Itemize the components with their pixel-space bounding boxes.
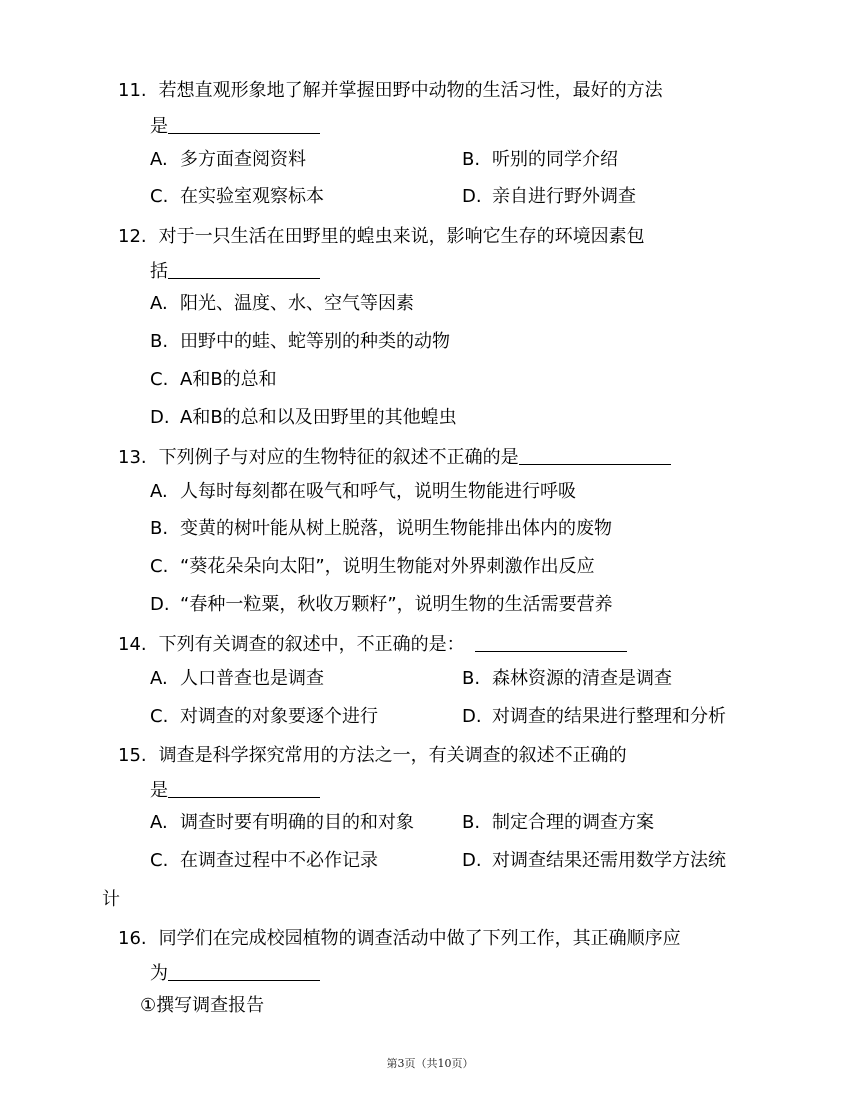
question-15-stem xyxy=(118,743,627,769)
question-text: 是 xyxy=(150,780,168,801)
option-label: D. xyxy=(462,186,482,207)
option-text: 听别的同学介绍 xyxy=(492,149,618,170)
option-label: C. xyxy=(150,706,169,727)
option-d xyxy=(462,848,726,874)
option-label: B. xyxy=(462,668,481,689)
option-b xyxy=(462,147,618,173)
question-15-stem-cont xyxy=(150,778,320,804)
option-b xyxy=(462,810,654,836)
option-label: B. xyxy=(462,149,481,170)
option-d xyxy=(462,184,636,210)
option-text: 人口普查也是调查 xyxy=(180,668,324,689)
option-label: B. xyxy=(150,518,169,539)
answer-blank xyxy=(168,962,320,981)
question-number: 13. xyxy=(118,447,147,468)
option-d-wrap xyxy=(102,887,120,913)
answer-blank xyxy=(475,633,627,652)
question-text: 对于一只生活在田野里的蝗虫来说，影响它生存的环境因素包 xyxy=(158,226,645,247)
option-text: “春种一粒粟，秋收万颗籽”，说明生物的生活需要营养 xyxy=(180,594,613,615)
option-text: 在实验室观察标本 xyxy=(180,186,324,207)
option-text: 变黄的树叶能从树上脱落，说明生物能排出体内的废物 xyxy=(180,518,612,539)
option-b xyxy=(150,329,450,355)
option-text: 制定合理的调查方案 xyxy=(492,812,654,833)
option-c xyxy=(150,554,595,580)
option-a xyxy=(150,291,414,317)
question-16-stem xyxy=(118,926,681,952)
question-12-stem xyxy=(118,224,645,250)
option-a xyxy=(150,666,324,692)
option-text: 田野中的蛙、蛇等别的种类的动物 xyxy=(180,331,450,352)
answer-blank xyxy=(168,779,320,798)
option-label: B. xyxy=(462,812,481,833)
list-item xyxy=(140,993,264,1019)
question-text: 下列有关调查的叙述中，不正确的是： xyxy=(158,634,465,655)
option-label: A. xyxy=(150,149,168,170)
question-text: 括 xyxy=(150,261,168,282)
option-text: A和B的总和以及田野里的其他蝗虫 xyxy=(180,407,457,428)
option-label: C. xyxy=(150,186,169,207)
option-label: A. xyxy=(150,668,168,689)
question-text: 同学们在完成校园植物的调查活动中做了下列工作，其正确顺序应 xyxy=(158,928,681,949)
option-c xyxy=(150,848,378,874)
option-c xyxy=(150,367,277,393)
option-d xyxy=(150,592,613,618)
option-label: C. xyxy=(150,556,169,577)
option-c xyxy=(150,704,378,730)
question-16-stem-cont xyxy=(150,961,320,987)
question-text: 调查是科学探究常用的方法之一，有关调查的叙述不正确的 xyxy=(158,745,627,766)
option-text: 多方面查阅资料 xyxy=(180,149,306,170)
option-label: D. xyxy=(150,407,170,428)
option-text: 在调查过程中不必作记录 xyxy=(180,850,378,871)
question-text: 下列例子与对应的生物特征的叙述不正确的是 xyxy=(158,447,519,468)
question-number: 11. xyxy=(118,80,147,101)
question-12-stem-cont xyxy=(150,259,320,285)
question-11-stem-cont xyxy=(150,114,320,140)
option-label: A. xyxy=(150,812,168,833)
list-item-text: ①撰写调查报告 xyxy=(140,995,265,1016)
option-label: A. xyxy=(150,481,168,502)
option-a xyxy=(150,810,414,836)
option-c xyxy=(150,184,324,210)
option-label: C. xyxy=(150,369,169,390)
option-text: 森林资源的清查是调查 xyxy=(492,668,672,689)
option-text: A和B的总和 xyxy=(180,369,277,390)
answer-blank xyxy=(168,260,320,279)
option-text: “葵花朵朵向太阳”，说明生物能对外界刺激作出反应 xyxy=(180,556,595,577)
page-footer: 第3页（共10页） xyxy=(386,1057,474,1070)
question-14-stem xyxy=(118,632,627,658)
question-number: 12. xyxy=(118,226,147,247)
option-text: 亲自进行野外调查 xyxy=(492,186,636,207)
option-text: 对调查的对象要逐个进行 xyxy=(180,706,378,727)
option-text: 阳光、温度、水、空气等因素 xyxy=(180,293,414,314)
option-d xyxy=(462,704,726,730)
option-label: B. xyxy=(150,331,169,352)
option-d xyxy=(150,405,457,431)
option-text: 对调查的结果进行整理和分析 xyxy=(492,706,726,727)
question-number: 14. xyxy=(118,634,147,655)
question-text: 是 xyxy=(150,116,168,137)
question-number: 16. xyxy=(118,928,147,949)
question-number: 15. xyxy=(118,745,147,766)
option-label: C. xyxy=(150,850,169,871)
option-label: D. xyxy=(462,850,482,871)
option-text: 计 xyxy=(102,889,120,910)
option-label: D. xyxy=(462,706,482,727)
option-text: 对调查结果还需用数学方法统 xyxy=(492,850,726,871)
answer-blank xyxy=(519,446,671,465)
option-b xyxy=(462,666,672,692)
option-a xyxy=(150,479,576,505)
question-11-stem xyxy=(118,78,663,104)
option-a xyxy=(150,147,306,173)
option-text: 调查时要有明确的目的和对象 xyxy=(180,812,414,833)
option-label: A. xyxy=(150,293,168,314)
question-13-stem xyxy=(118,445,671,471)
option-b xyxy=(150,516,612,542)
option-label: D. xyxy=(150,594,170,615)
question-text: 若想直观形象地了解并掌握田野中动物的生活习性，最好的方法 xyxy=(158,80,663,101)
answer-blank xyxy=(168,115,320,134)
option-text: 人每时每刻都在吸气和呼气，说明生物能进行呼吸 xyxy=(180,481,576,502)
question-text: 为 xyxy=(150,963,168,984)
